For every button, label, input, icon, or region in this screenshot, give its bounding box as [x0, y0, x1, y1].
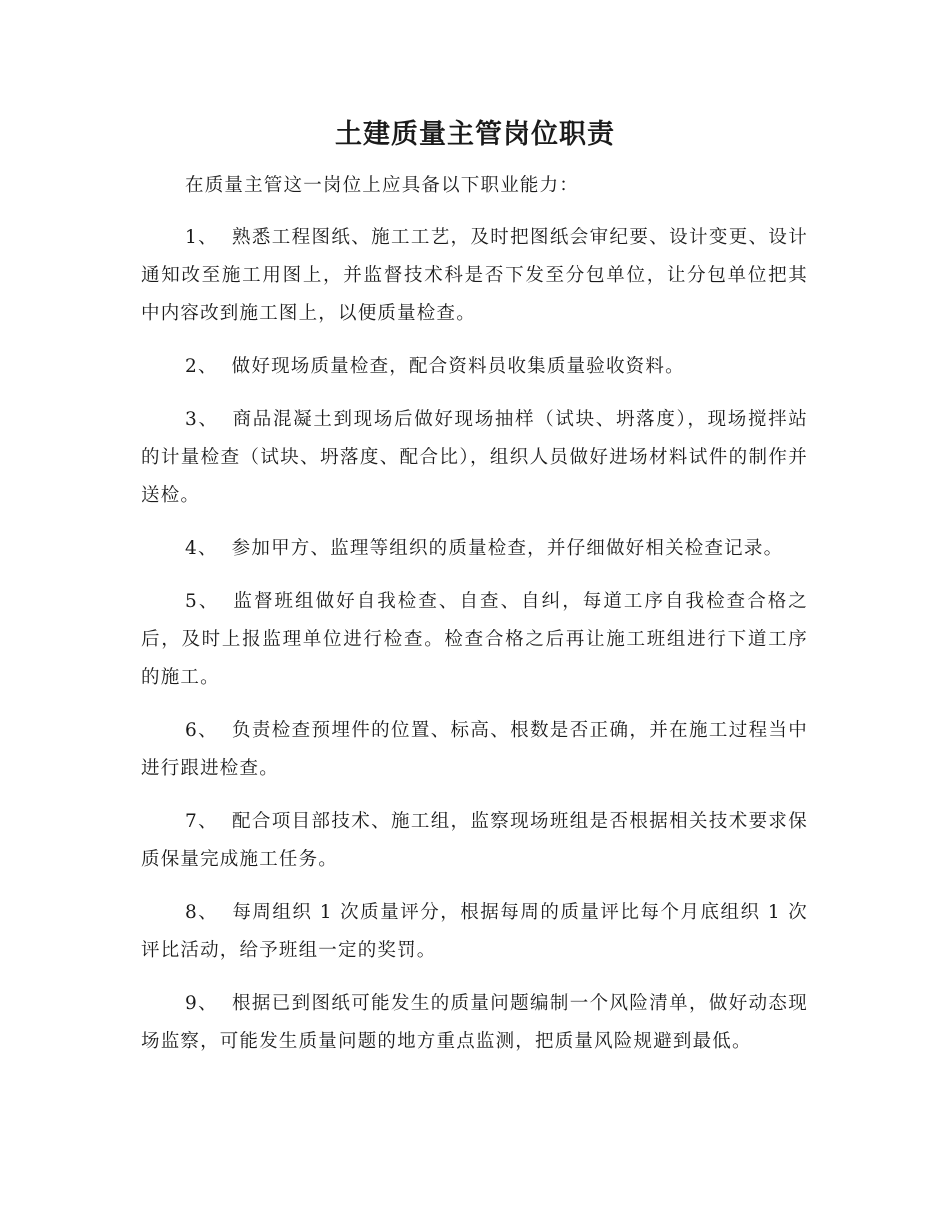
duty-item	[141, 401, 808, 515]
item-text: 监督班组做好自我检查、自查、自纠，每道工序自我检查合格之后，及时上报监理单位进行检查。检查合格之后再让施工班组进行下道工序的施工。	[141, 591, 809, 688]
item-number: 9、	[185, 993, 219, 1014]
item-text: 根据已到图纸可能发生的质量问题编制一个风险清单，做好动态现场监察，可能发生质量问题的地方重点监测，把质量风险规避到最低。	[141, 993, 808, 1052]
item-text: 每周组织 1 次质量评分，根据每周的质量评比每个月底组织 1 次评比活动，给予班组一定的奖罚。	[141, 902, 809, 961]
item-number: 3、	[185, 409, 219, 430]
duty-item	[141, 583, 808, 697]
duty-item	[141, 712, 808, 788]
duty-item	[141, 985, 808, 1061]
duty-item	[141, 894, 808, 970]
item-number: 1、	[185, 227, 219, 248]
item-number: 5、	[185, 591, 220, 612]
item-text: 配合项目部技术、施工组，监察现场班组是否根据相关技术要求保质保量完成施工任务。	[141, 811, 808, 870]
item-number: 4、	[185, 538, 218, 559]
duty-item	[141, 530, 808, 568]
document-title: 土建质量主管岗位职责	[335, 119, 615, 150]
duty-item	[141, 348, 808, 386]
item-text: 参加甲方、监理等组织的质量检查，并仔细做好相关检查记录。	[231, 538, 784, 559]
duty-item	[141, 219, 808, 333]
intro-paragraph: 在质量主管这一岗位上应具备以下职业能力：	[185, 175, 580, 196]
item-number: 7、	[185, 811, 219, 832]
item-number: 8、	[185, 902, 219, 923]
item-text: 负责检查预埋件的位置、标高、根数是否正确，并在施工过程当中进行跟进检查。	[141, 720, 808, 779]
document-body	[141, 167, 808, 1076]
item-text: 做好现场质量检查，配合资料员收集质量验收资料。	[231, 356, 685, 377]
item-number: 2、	[185, 356, 218, 377]
item-text: 熟悉工程图纸、施工工艺，及时把图纸会审纪要、设计变更、设计通知改至施工用图上，并监督技术科是否下发至分包单位，让分包单位把其中内容改到施工图上，以便质量检查。	[141, 227, 808, 324]
item-text: 商品混凝土到现场后做好现场抽样（试块、坍落度），现场搅拌站的计量检查（试块、坍落度、配合比），组织人员做好进场材料试件的制作并送检。	[141, 409, 808, 506]
duty-item	[141, 803, 808, 879]
item-number: 6、	[185, 720, 219, 741]
